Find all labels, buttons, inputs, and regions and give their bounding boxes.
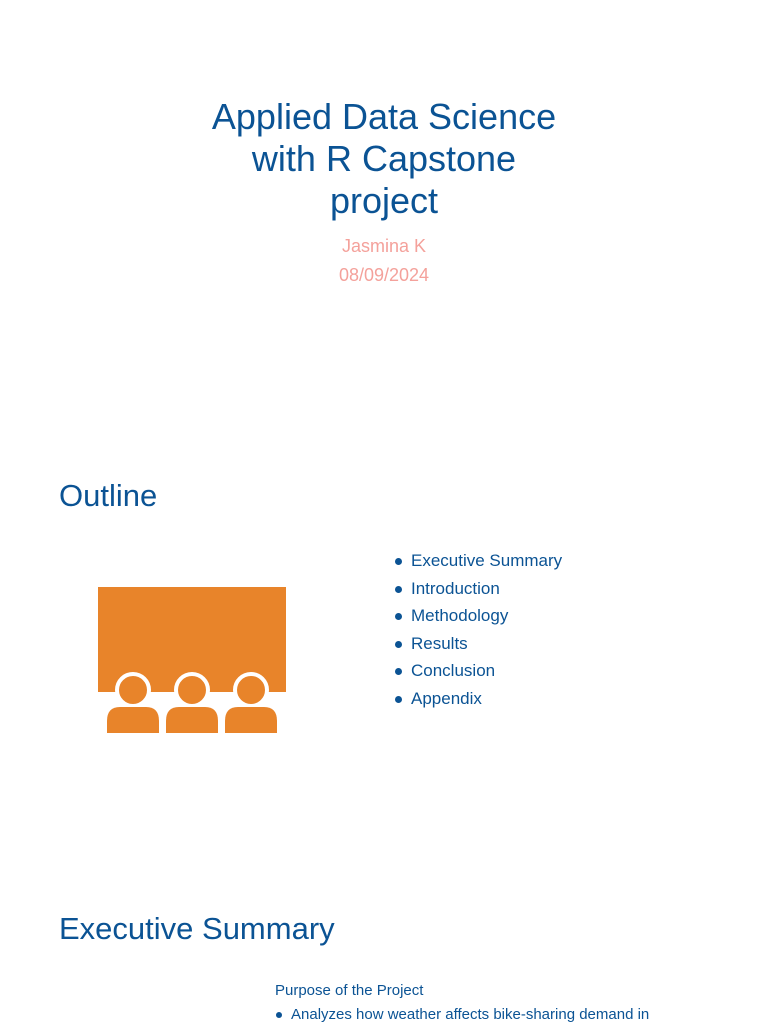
title-line: Applied Data Science bbox=[211, 96, 557, 137]
outline-list bbox=[395, 547, 562, 712]
presentation-audience-icon bbox=[98, 587, 288, 737]
presentation-title bbox=[0, 96, 768, 222]
purpose-label: Purpose of the Project bbox=[275, 982, 424, 999]
outline-heading: Outline bbox=[59, 478, 158, 513]
list-item: Analyzes how weather affects bike-sharing demand in bbox=[275, 1006, 649, 1023]
title-line: project bbox=[329, 180, 439, 221]
executive-summary-slide bbox=[0, 864, 768, 1024]
outline-slide bbox=[0, 432, 768, 864]
list-item: Methodology bbox=[395, 602, 562, 630]
list-item: Results bbox=[395, 630, 562, 658]
executive-summary-heading: Executive Summary bbox=[59, 911, 335, 946]
list-item: Appendix bbox=[395, 685, 562, 713]
presentation-date: 08/09/2024 bbox=[338, 265, 430, 285]
list-item: Executive Summary bbox=[395, 547, 562, 575]
list-item: Conclusion bbox=[395, 657, 562, 685]
title-slide bbox=[0, 0, 768, 432]
title-line: with R Capstone bbox=[251, 138, 517, 179]
author-name: Jasmina K bbox=[341, 236, 427, 256]
list-item: Introduction bbox=[395, 575, 562, 603]
